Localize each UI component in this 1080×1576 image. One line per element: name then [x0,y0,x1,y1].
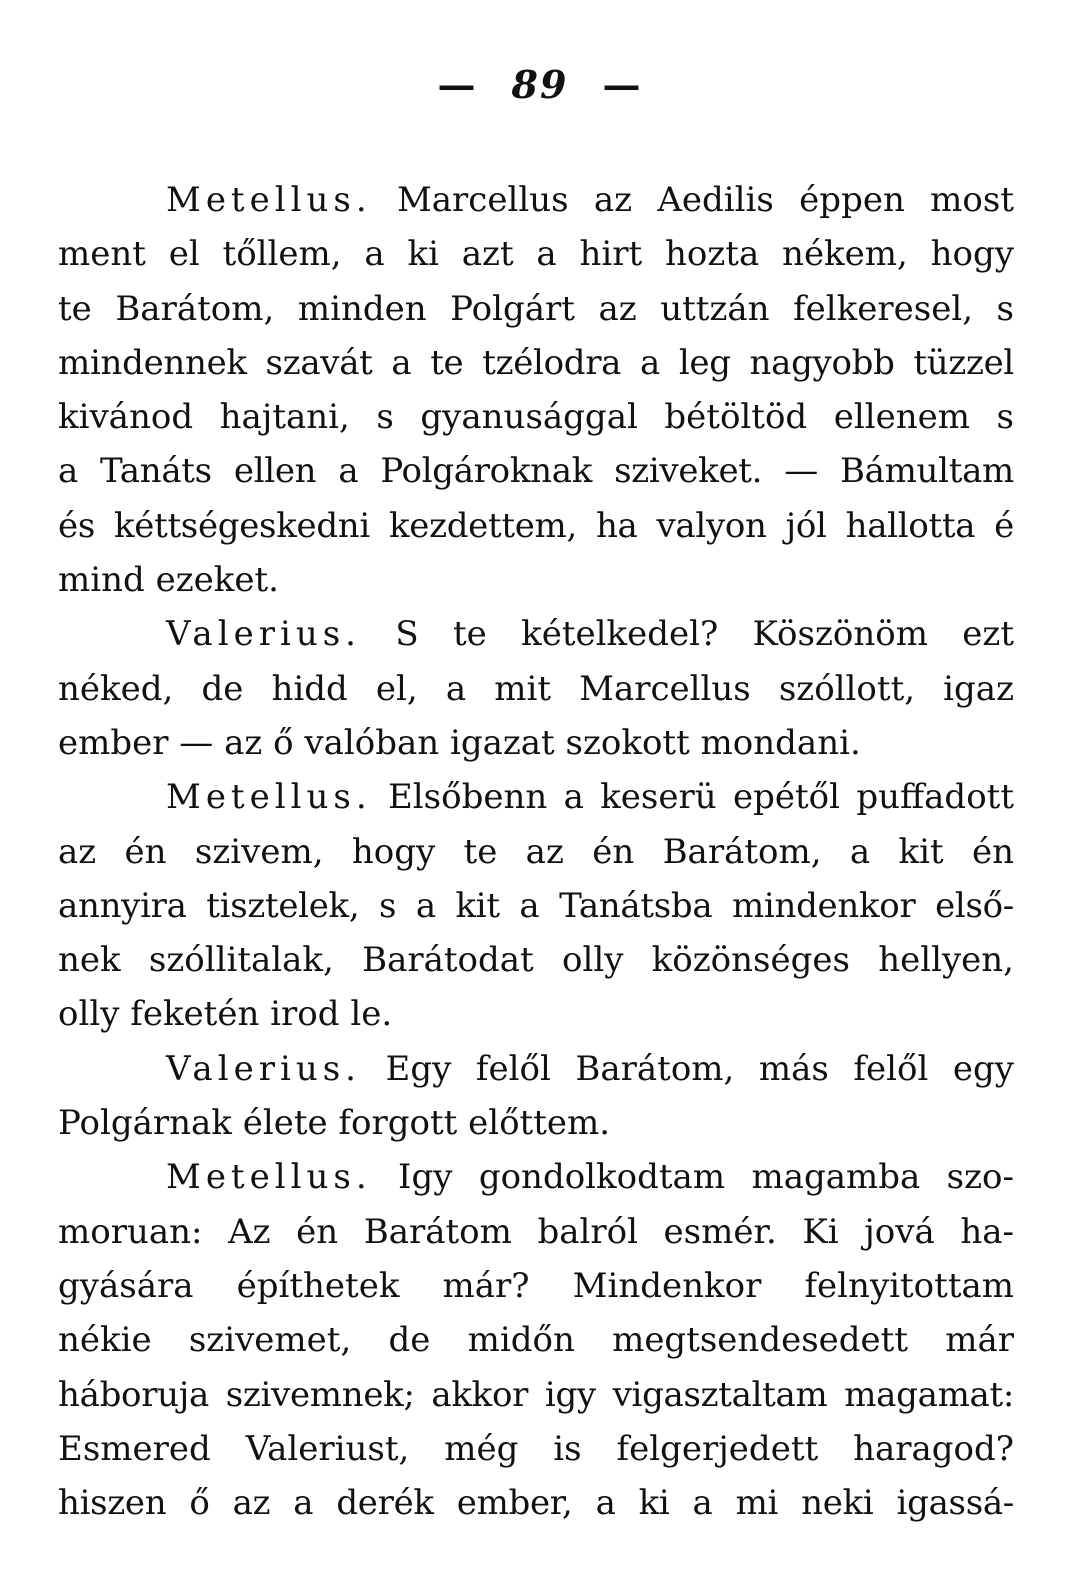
text-line: annyira tisztelek, s a kit a Tanátsba mindenkor első- [58,885,1014,926]
header-dash-left: — [437,62,478,107]
paragraph-metellus-2 [58,770,1014,1041]
text-line: mind ezeket. [58,560,279,601]
speaker-name: Metellus. [166,777,372,818]
text-line: Esmered Valeriust, még is felgerjedett haragod? [58,1428,1014,1469]
paragraph-valerius-1 [58,607,1014,770]
text-line: az én szivem, hogy te az én Barátom, a kit én [58,831,1014,872]
body-text [58,173,1014,1530]
text-line [58,1042,1014,1096]
text-line: olly feketén irod le. [58,994,393,1035]
text-line: nek szóllitalak, Barátodat olly közönséges hellyen, [58,940,1014,981]
line-text: S te kételkedel? Köszönöm ezt [360,614,1014,655]
speaker-name: Valerius. [166,1048,361,1089]
text-line: és kéttségeskedni kezdettem, ha valyon jól hallotta é [58,505,1014,546]
paragraph-metellus-1 [58,173,1014,607]
speaker-name: Metellus. [166,180,372,220]
line-text: Igy gondolkodtam magamba szo- [371,1157,1014,1198]
page-header [0,62,1080,107]
text-line: háboruja szivemnek; akkor igy vigasztaltam magamat: [58,1374,1014,1415]
text-line [58,607,1014,661]
line-text: Egy felől Barátom, más felől egy [360,1048,1014,1089]
text-line [58,1150,1014,1204]
line-text: Elsőbenn a keserü epétől puffadott [371,777,1014,818]
text-line: ember — az ő valóban igazat szokott mondani. [58,722,861,763]
text-line: nékie szivemet, de midőn megtsendesedett már [58,1320,1014,1361]
text-line: hiszen ő az a derék ember, a ki a mi neki igassá- [58,1483,1014,1524]
paragraph-metellus-3 [58,1150,1014,1530]
text-line [58,173,1014,227]
paragraph-valerius-2 [58,1042,1014,1151]
speaker-name: Valerius. [166,614,361,655]
page-number: 89 [511,62,569,107]
text-line: moruan: Az én Barátom balról esmér. Ki jová ha- [58,1211,1014,1252]
line-text: Marcellus az Aedilis éppen most [371,180,1014,220]
header-dash-right: — [602,62,643,107]
text-line: néked, de hidd el, a mit Marcellus szóllott, igaz [58,668,1014,709]
speaker-name: Metellus. [166,1157,372,1198]
text-line: gyására építhetek már? Mindenkor felnyitottam [58,1265,1014,1306]
text-line: te Barátom, minden Polgárt az uttzán felkeresel, s [58,288,1014,329]
text-line: kivánod hajtani, s gyanusággal bétöltöd ellenem s [58,397,1014,438]
text-line: Polgárnak élete forgott előttem. [58,1103,611,1144]
text-line: mindennek szavát a te tzélodra a leg nagyobb tüzzel [58,342,1014,383]
text-line: a Tanáts ellen a Polgároknak sziveket. — Bámultam [58,451,1014,492]
text-line [58,770,1014,824]
text-line: ment el tőllem, a ki azt a hirt hozta nékem, hogy [58,234,1014,275]
